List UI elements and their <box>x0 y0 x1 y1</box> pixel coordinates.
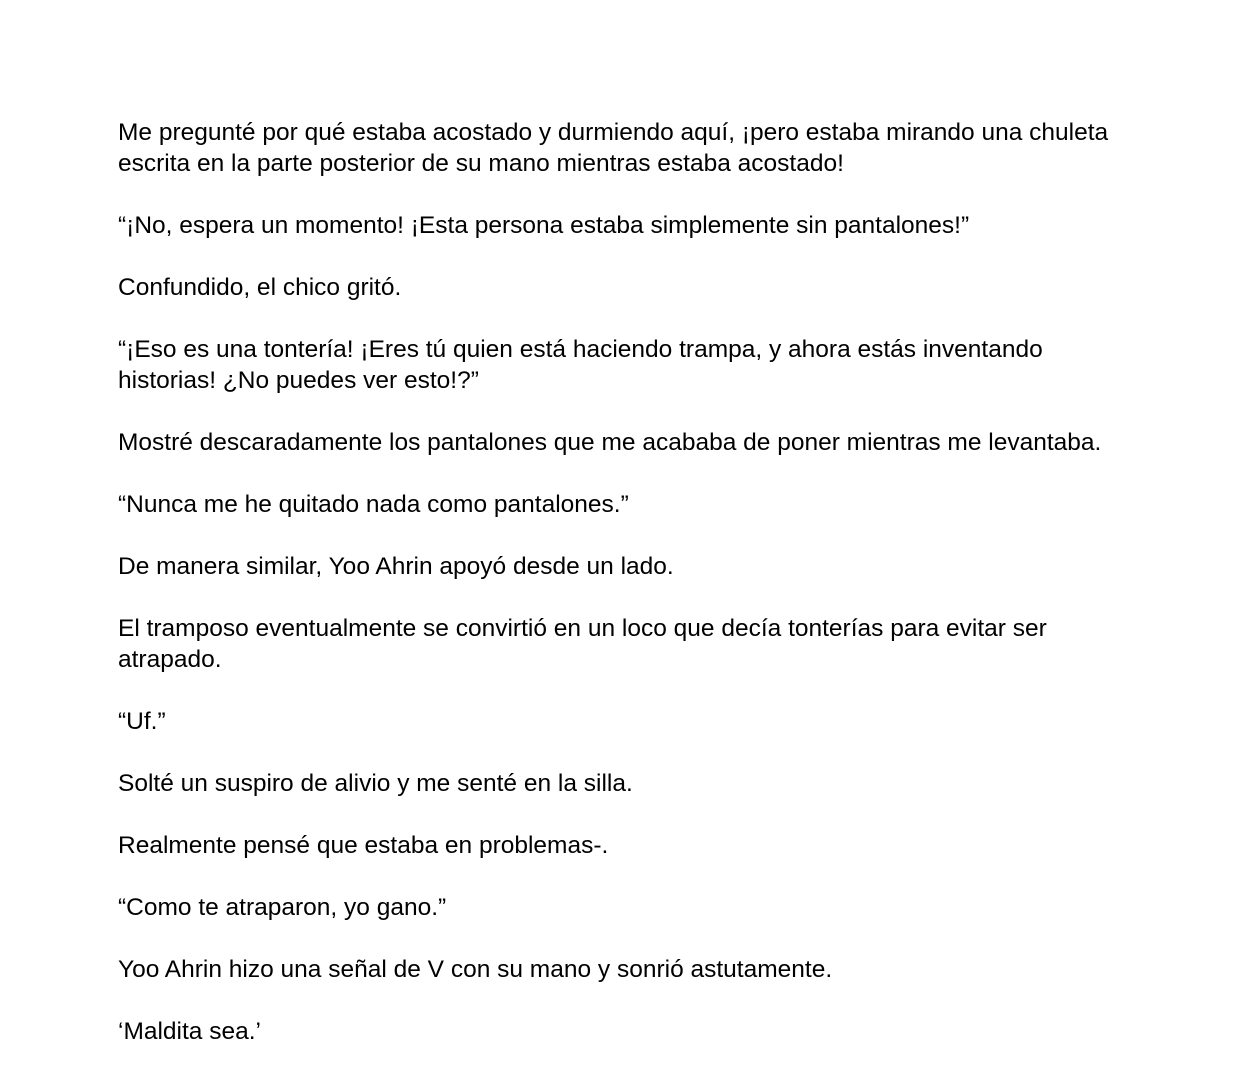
paragraph-13: Yoo Ahrin hizo una señal de V con su mano y sonrió astutamente. <box>118 956 833 983</box>
paragraph-12: “Como te atraparon, yo gano.” <box>118 894 447 921</box>
paragraph-4: “¡Eso es una tontería! ¡Eres tú quien está haciendo trampa, y ahora estás inventando historias! ¿No puedes ver esto!?” <box>118 336 1043 394</box>
paragraph-3: Confundido, el chico gritó. <box>118 274 402 301</box>
paragraph-14: ‘Maldita sea.’ <box>118 1018 261 1045</box>
paragraph-1: Me pregunté por qué estaba acostado y durmiendo aquí, ¡pero estaba mirando una chuleta escrita en la parte posterior de su mano mientras estaba acostado! <box>118 119 1109 177</box>
paragraph-8: El tramposo eventualmente se convirtió en un loco que decía tonterías para evitar ser atrapado. <box>118 615 1047 673</box>
paragraph-11: Realmente pensé que estaba en problemas-. <box>118 832 609 859</box>
paragraph-6: “Nunca me he quitado nada como pantalones.” <box>118 491 629 518</box>
document-page <box>118 117 1128 1078</box>
paragraph-5: Mostré descaradamente los pantalones que me acababa de poner mientras me levantaba. <box>118 429 1102 456</box>
paragraph-10: Solté un suspiro de alivio y me senté en la silla. <box>118 770 633 797</box>
paragraph-2: “¡No, espera un momento! ¡Esta persona estaba simplemente sin pantalones!” <box>118 212 970 239</box>
paragraph-7: De manera similar, Yoo Ahrin apoyó desde un lado. <box>118 553 674 580</box>
paragraph-9: “Uf.” <box>118 708 166 735</box>
